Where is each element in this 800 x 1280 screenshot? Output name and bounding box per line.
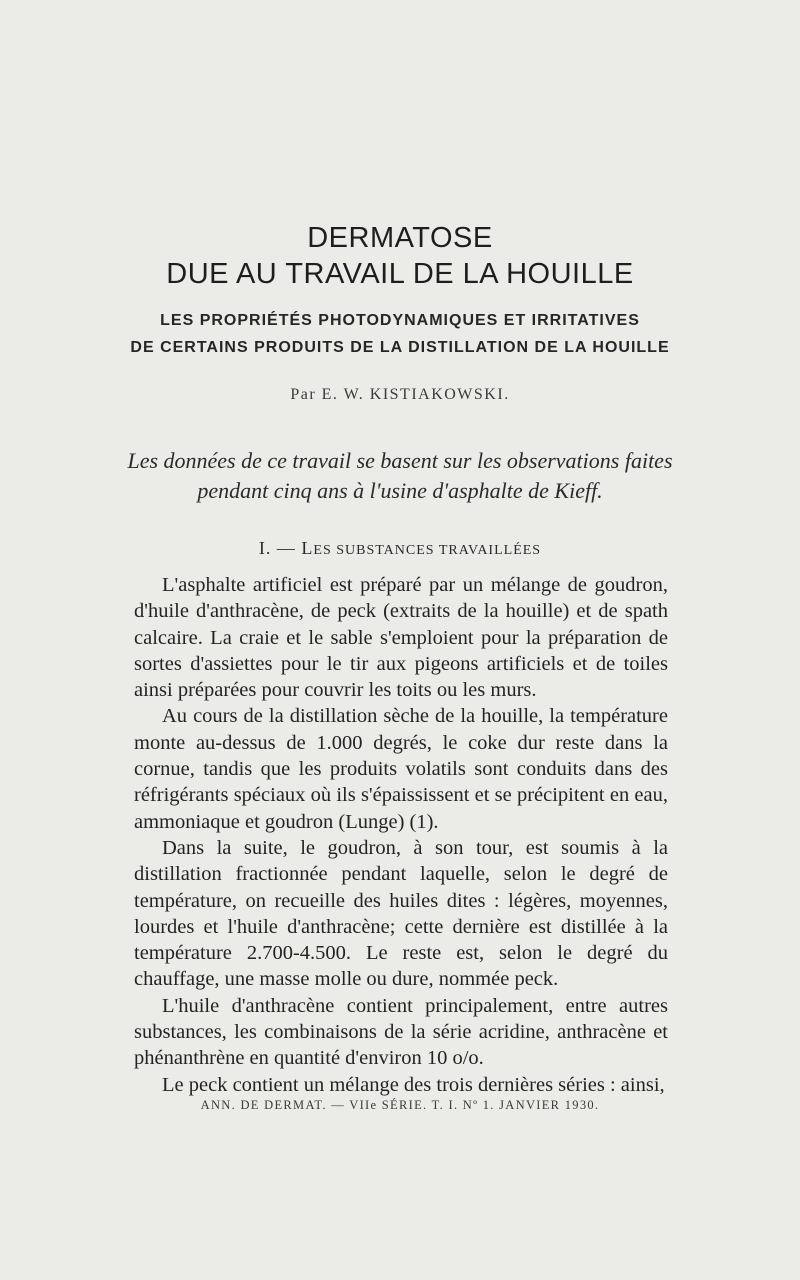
intro-line-1: Les données de ce travail se basent sur les observations faites — [127, 448, 673, 473]
section-heading — [0, 538, 800, 559]
author-byline: Par E. W. KISTIAKOWSKI. — [290, 386, 510, 403]
body-paragraph: L'huile d'anthracène contient principalement, entre autres substances, les combinaisons de la série acridine, anthracène et phénanthrène en quantité d'environ 10 o/o. — [134, 994, 668, 1070]
intro-line-2: pendant cinq ans à l'usine d'asphalte de Kieff. — [197, 478, 603, 503]
body-paragraph: Au cours de la distillation sèche de la houille, la température monte au-dessus de 1.000 degrés, le coke dur reste dans la cornue, tandis que les produits volatils sont conduits dans des réfrigérants spéciaux où ils s'épaississent et se précipitent en eau, ammoniaque et goudron (Lunge) (1). — [134, 705, 668, 833]
journal-footer: ANN. DE DERMAT. — VIIe SÉRIE. T. I. Nº 1. JANVIER 1930. — [200, 1098, 600, 1112]
section-number: I. — L — [258, 538, 314, 558]
body-paragraph: L'asphalte artificiel est préparé par un mélange de goudron, d'huile d'anthracène, de peck (extraits de la houille) et de spath calcaire. La craie et le sable s'emploient pour la préparation de sortes d'assiettes pour le tir aux pigeons artificiels et de toiles ainsi préparées pour couvrir les toits ou les murs. — [134, 574, 668, 702]
article-subtitle-line-2: DE CERTAINS PRODUITS DE LA DISTILLATION DE LA HOUILLE — [130, 339, 670, 356]
body-paragraph: Le peck contient un mélange des trois dernières séries : ainsi, — [162, 1073, 665, 1096]
article-subtitle-line-1: LES PROPRIÉTÉS PHOTODYNAMIQUES ET IRRITATIVES — [160, 312, 640, 329]
body-paragraph: Dans la suite, le goudron, à son tour, est soumis à la distillation fractionnée pendant laquelle, selon le degré de température, on recueille des huiles dites : légères, moyennes, lourdes et l'huile d'anthracène; cette dernière est distillée à la température 2.700-4.500. Le reste est, selon le degré du chauffage, une masse molle ou dure, nommée peck. — [134, 836, 668, 991]
section-title: ES SUBSTANCES TRAVAILLÉES — [313, 543, 542, 558]
article-title-line-2: DUE AU TRAVAIL DE LA HOUILLE — [166, 258, 634, 290]
article-body — [134, 572, 668, 1098]
article-title-line-1: DERMATOSE — [307, 222, 493, 254]
